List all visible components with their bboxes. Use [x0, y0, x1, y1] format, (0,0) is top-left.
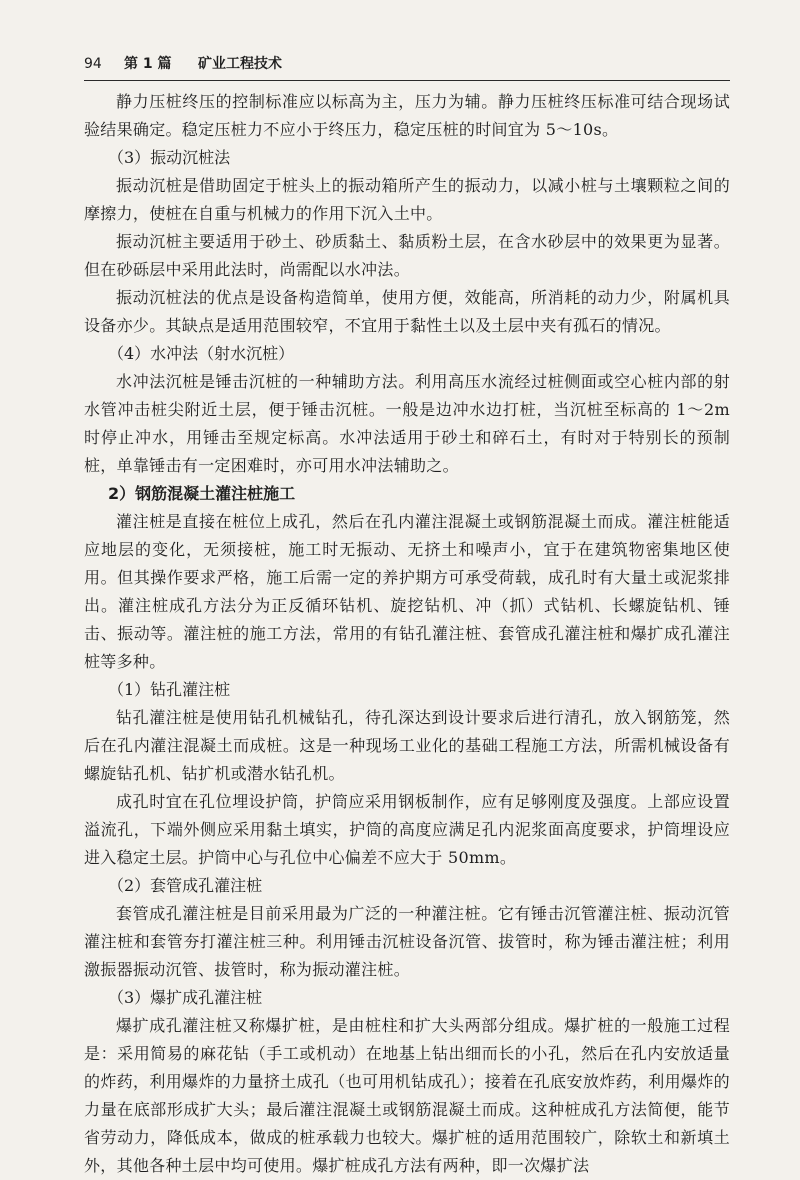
paragraph: 灌注桩是直接在桩位上成孔，然后在孔内灌注混凝土或钢筋混凝土而成。灌注桩能适应地层的变化，无须接桩，施工时无振动、无挤土和噪声小，宜于在建筑物密集地区使用。但其操作要求严格，施工后需一定的养护期方可承受荷载，成孔时有大量土或泥浆排出。灌注桩成孔方法分为正反循环钻机、旋挖钻机、冲（抓）式钻机、长螺旋钻机、锤击、振动等。灌注桩的施工方法，常用的有钻孔灌注桩、套管成孔灌注桩和爆扩成孔灌注桩等多种。: [84, 512, 730, 671]
subsection-heading: （3）振动沉桩法: [108, 148, 231, 167]
part-label: 第 1 篇: [124, 56, 172, 72]
paragraph: 振动沉桩是借助固定于桩头上的振动箱所产生的振动力，以减小桩与土壤颗粒之间的摩擦力，使桩在自重与机械力的作用下沉入土中。: [84, 176, 730, 223]
subsection-heading: （3）爆扩成孔灌注桩: [108, 988, 263, 1007]
paragraph: 钻孔灌注桩是使用钻孔机械钻孔，待孔深达到设计要求后进行清孔，放入钢筋笼，然后在孔内灌注混凝土而成桩。这是一种现场工业化的基础工程施工方法，所需机械设备有螺旋钻孔机、钻扩机或潜水钻孔机。: [84, 708, 730, 783]
paragraph: 振动沉桩法的优点是设备构造简单，使用方便，效能高，所消耗的动力少，附属机具设备亦少。其缺点是适用范围较窄，不宜用于黏性土以及土层中夹有孤石的情况。: [84, 288, 730, 335]
page-body: [84, 88, 730, 1180]
paragraph: 静力压桩终压的控制标准应以标高为主，压力为辅。静力压桩终压标准可结合现场试验结果确定。稳定压桩力不应小于终压力，稳定压桩的时间宜为 5～10s。: [84, 92, 730, 139]
running-header: [84, 54, 730, 81]
paragraph: 套管成孔灌注桩是目前采用最为广泛的一种灌注桩。它有锤击沉管灌注桩、振动沉管灌注桩和套管夯打灌注桩三种。利用锤击沉桩设备沉管、拔管时，称为锤击灌注桩；利用激振器振动沉管、拔管时，称为振动灌注桩。: [84, 904, 730, 979]
section-heading: 2）钢筋混凝土灌注桩施工: [108, 484, 296, 503]
paragraph: 振动沉桩主要适用于砂土、砂质黏土、黏质粉土层，在含水砂层中的效果更为显著。但在砂砾层中采用此法时，尚需配以水冲法。: [84, 232, 730, 279]
page-number: 94: [84, 56, 102, 72]
paragraph: 成孔时宜在孔位埋设护筒，护筒应采用钢板制作，应有足够刚度及强度。上部应设置溢流孔，下端外侧应采用黏土填实，护筒的高度应满足孔内泥浆面高度要求，护筒埋设应进入稳定土层。护筒中心与孔位中心偏差不应大于 50mm。: [84, 792, 730, 867]
subsection-heading: （4）水冲法（射水沉桩）: [108, 344, 295, 363]
paragraph: 水冲法沉桩是锤击沉桩的一种辅助方法。利用高压水流经过桩侧面或空心桩内部的射水管冲击桩尖附近土层，便于锤击沉桩。一般是边冲水边打桩，当沉桩至标高的 1～2m 时停止冲水，用锤击至规定标高。水冲法适用于砂土和碎石土，有时对于特别长的预制桩，单靠锤击有一定困难时，亦可用水冲法辅助之。: [84, 372, 730, 475]
paragraph: 爆扩成孔灌注桩又称爆扩桩，是由桩柱和扩大头两部分组成。爆扩桩的一般施工过程是：采用简易的麻花钻（手工或机动）在地基上钻出细而长的小孔，然后在孔内安放适量的炸药，利用爆炸的力量挤土成孔（也可用机钻成孔）；接着在孔底安放炸药，利用爆炸的力量在底部形成扩大头；最后灌注混凝土或钢筋混凝土而成。这种桩成孔方法简便，能节省劳动力，降低成本，做成的桩承载力也较大。爆扩桩的适用范围较广，除软土和新填土外，其他各种土层中均可使用。爆扩桩成孔方法有两种，即一次爆扩法: [84, 1016, 730, 1175]
subsection-heading: （1）钻孔灌注桩: [108, 680, 231, 699]
subsection-heading: （2）套管成孔灌注桩: [108, 876, 263, 895]
chapter-title: 矿业工程技术: [198, 56, 282, 72]
